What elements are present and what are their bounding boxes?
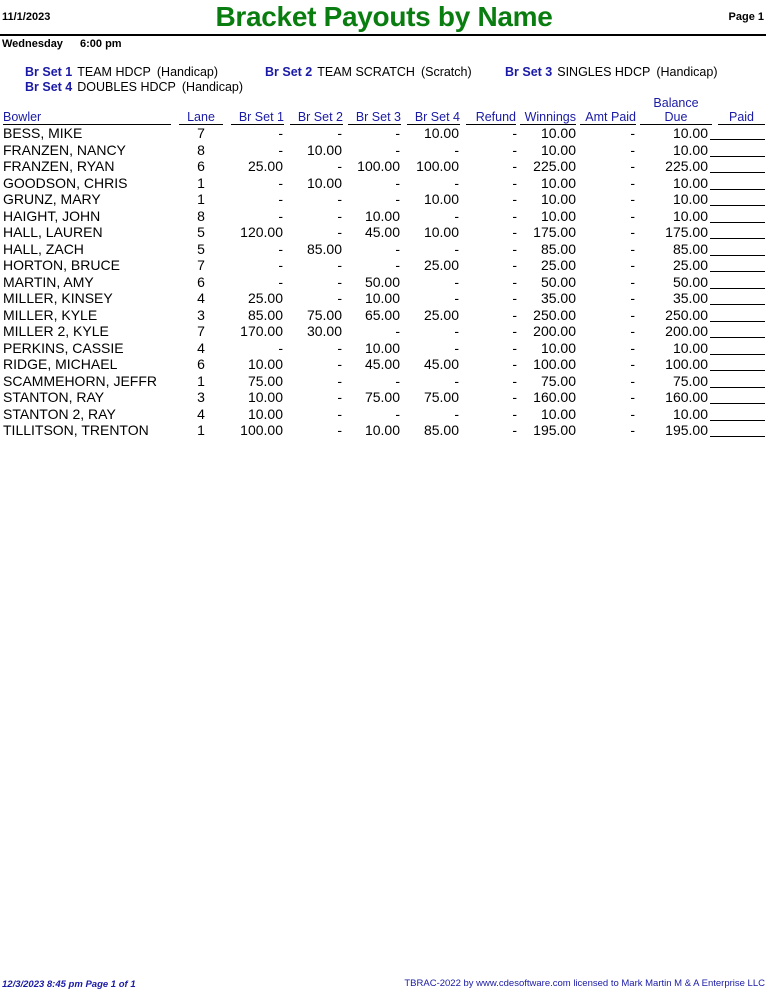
cell-amt-paid: -	[630, 224, 635, 240]
cell-br-set-2: -	[337, 158, 342, 174]
cell-bowler: HAIGHT, JOHN	[3, 207, 101, 224]
table-row	[0, 290, 768, 307]
cell-br-set-1: -	[278, 257, 283, 273]
cell-balance-due: 100.00	[665, 356, 708, 372]
cell-br-set-4: -	[454, 240, 459, 257]
table-row	[0, 274, 768, 291]
cell-refund: -	[512, 323, 517, 339]
col-header-winnings: Winnings	[520, 110, 576, 125]
cell-winnings: 10.00	[540, 125, 576, 141]
cell-br-set-3: 10.00	[364, 207, 400, 224]
cell-br-set-2: -	[337, 125, 342, 141]
col-header-balance-line1: Balance	[653, 96, 699, 110]
paid-signature-line	[710, 403, 765, 404]
cell-bowler: STANTON, RAY	[3, 389, 105, 405]
cell-balance-due: 175.00	[665, 224, 708, 240]
paid-signature-line	[710, 337, 765, 338]
cell-br-set-1: -	[278, 141, 283, 158]
cell-balance-due: 75.00	[672, 372, 708, 389]
cell-br-set-2: -	[337, 405, 342, 422]
col-header-br-set-1: Br Set 1	[231, 110, 284, 125]
bracket-set-name: SINGLES HDCP	[557, 65, 651, 79]
cell-refund: -	[512, 273, 517, 290]
table-row	[0, 175, 768, 192]
cell-amt-paid: -	[630, 405, 635, 422]
cell-refund: -	[512, 356, 517, 372]
cell-balance-due: 200.00	[665, 323, 708, 339]
cell-br-set-3: -	[395, 323, 400, 339]
cell-bowler: MILLER 2, KYLE	[3, 323, 109, 339]
cell-br-set-1: 85.00	[247, 306, 283, 323]
cell-br-set-4: 25.00	[423, 257, 459, 273]
cell-br-set-4: -	[454, 372, 459, 389]
paid-signature-line	[710, 172, 765, 173]
cell-br-set-1: 10.00	[247, 356, 283, 372]
cell-lane: 6	[197, 273, 205, 290]
cell-bowler: HALL, ZACH	[3, 240, 84, 257]
cell-bowler: HORTON, BRUCE	[3, 257, 120, 273]
bracket-set-3	[505, 65, 717, 79]
col-header-br-set-2: Br Set 2	[290, 110, 343, 125]
table-row	[0, 307, 768, 324]
cell-br-set-1: 25.00	[247, 290, 283, 306]
table-row	[0, 208, 768, 225]
paid-signature-line	[710, 354, 765, 355]
cell-refund: -	[512, 224, 517, 240]
cell-winnings: 250.00	[533, 306, 576, 323]
cell-lane: 8	[197, 207, 205, 224]
cell-refund: -	[512, 405, 517, 422]
cell-br-set-3: 65.00	[364, 306, 400, 323]
paid-signature-line	[710, 436, 765, 437]
paid-signature-line	[710, 189, 765, 190]
cell-br-set-2: -	[337, 257, 342, 273]
cell-refund: -	[512, 422, 517, 438]
cell-bowler: SCAMMEHORN, JEFFR	[3, 372, 157, 389]
header-divider	[0, 34, 766, 36]
cell-bowler: STANTON 2, RAY	[3, 405, 116, 422]
cell-winnings: 10.00	[540, 339, 576, 356]
cell-br-set-2: -	[337, 191, 342, 207]
cell-br-set-1: -	[278, 191, 283, 207]
bracket-set-type: (Scratch)	[420, 65, 472, 79]
cell-winnings: 100.00	[533, 356, 576, 372]
cell-br-set-2: -	[337, 273, 342, 290]
cell-winnings: 75.00	[540, 372, 576, 389]
cell-lane: 4	[197, 405, 205, 422]
cell-refund: -	[512, 125, 517, 141]
cell-winnings: 10.00	[540, 405, 576, 422]
cell-br-set-4: 10.00	[423, 224, 459, 240]
cell-br-set-2: 30.00	[306, 323, 342, 339]
cell-br-set-3: -	[395, 405, 400, 422]
cell-lane: 6	[197, 356, 205, 372]
cell-br-set-4: -	[454, 323, 459, 339]
bracket-set-label: Br Set 3	[505, 65, 553, 79]
cell-lane: 4	[197, 290, 205, 306]
col-header-br-set-4: Br Set 4	[407, 110, 460, 125]
cell-br-set-4: -	[454, 141, 459, 158]
cell-bowler: GRUNZ, MARY	[3, 191, 101, 207]
cell-amt-paid: -	[630, 240, 635, 257]
col-header-bowler: Bowler	[3, 110, 171, 125]
cell-br-set-1: 75.00	[247, 372, 283, 389]
report-date: 11/1/2023	[2, 11, 51, 23]
cell-refund: -	[512, 141, 517, 158]
table-row	[0, 356, 768, 373]
paid-signature-line	[710, 420, 765, 421]
cell-refund: -	[512, 174, 517, 191]
cell-refund: -	[512, 257, 517, 273]
cell-lane: 1	[197, 174, 205, 191]
table-row	[0, 257, 768, 274]
cell-br-set-2: 10.00	[306, 174, 342, 191]
cell-refund: -	[512, 191, 517, 207]
paid-signature-line	[710, 139, 765, 140]
cell-lane: 7	[197, 323, 205, 339]
cell-br-set-2: 85.00	[306, 240, 342, 257]
cell-balance-due: 250.00	[665, 306, 708, 323]
bracket-set-1	[25, 65, 218, 79]
cell-bowler: FRANZEN, RYAN	[3, 158, 115, 174]
table-row	[0, 125, 768, 142]
cell-balance-due: 160.00	[665, 389, 708, 405]
cell-br-set-2: -	[337, 224, 342, 240]
cell-br-set-3: -	[395, 174, 400, 191]
cell-br-set-4: 45.00	[423, 356, 459, 372]
cell-winnings: 225.00	[533, 158, 576, 174]
cell-amt-paid: -	[630, 372, 635, 389]
cell-br-set-4: -	[454, 174, 459, 191]
bracket-set-name: TEAM SCRATCH	[317, 65, 415, 79]
cell-bowler: TILLITSON, TRENTON	[3, 422, 149, 438]
table-row	[0, 389, 768, 406]
cell-br-set-3: -	[395, 240, 400, 257]
paid-signature-line	[710, 288, 765, 289]
cell-amt-paid: -	[630, 257, 635, 273]
cell-winnings: 10.00	[540, 207, 576, 224]
paid-signature-line	[710, 304, 765, 305]
cell-br-set-3: 75.00	[364, 389, 400, 405]
cell-br-set-2: -	[337, 339, 342, 356]
cell-br-set-2: -	[337, 389, 342, 405]
table-row	[0, 406, 768, 423]
cell-br-set-2: -	[337, 356, 342, 372]
cell-br-set-1: 100.00	[240, 422, 283, 438]
cell-amt-paid: -	[630, 389, 635, 405]
cell-lane: 3	[197, 306, 205, 323]
cell-br-set-4: -	[454, 290, 459, 306]
cell-lane: 1	[197, 422, 205, 438]
cell-br-set-1: 10.00	[247, 405, 283, 422]
footer-print-info: 12/3/2023 8:45 pm Page 1 of 1	[2, 979, 136, 990]
cell-winnings: 160.00	[533, 389, 576, 405]
cell-lane: 6	[197, 158, 205, 174]
cell-br-set-3: 100.00	[357, 158, 400, 174]
table-row	[0, 422, 768, 439]
cell-refund: -	[512, 339, 517, 356]
bracket-set-2	[265, 65, 472, 79]
cell-lane: 4	[197, 339, 205, 356]
cell-br-set-3: -	[395, 257, 400, 273]
col-header-balance-due	[640, 96, 712, 125]
cell-winnings: 175.00	[533, 224, 576, 240]
paid-signature-line	[710, 370, 765, 371]
cell-br-set-3: 45.00	[364, 356, 400, 372]
cell-br-set-4: -	[454, 207, 459, 224]
cell-balance-due: 85.00	[672, 240, 708, 257]
cell-br-set-2: -	[337, 290, 342, 306]
cell-br-set-1: -	[278, 125, 283, 141]
paid-signature-line	[710, 255, 765, 256]
cell-br-set-1: -	[278, 174, 283, 191]
cell-lane: 7	[197, 125, 205, 141]
cell-br-set-1: -	[278, 339, 283, 356]
table-row	[0, 323, 768, 340]
cell-br-set-1: -	[278, 207, 283, 224]
paid-signature-line	[710, 222, 765, 223]
cell-lane: 1	[197, 191, 205, 207]
cell-br-set-4: -	[454, 339, 459, 356]
bracket-set-label: Br Set 1	[25, 65, 73, 79]
cell-bowler: RIDGE, MICHAEL	[3, 356, 118, 372]
cell-refund: -	[512, 372, 517, 389]
cell-amt-paid: -	[630, 207, 635, 224]
paid-signature-line	[710, 321, 765, 322]
cell-balance-due: 35.00	[672, 290, 708, 306]
cell-br-set-4: 85.00	[423, 422, 459, 438]
col-header-br-set-3: Br Set 3	[348, 110, 401, 125]
cell-balance-due: 195.00	[665, 422, 708, 438]
cell-balance-due: 25.00	[672, 257, 708, 273]
cell-balance-due: 10.00	[672, 141, 708, 158]
cell-balance-due: 50.00	[672, 273, 708, 290]
bracket-set-label: Br Set 4	[25, 80, 73, 94]
cell-refund: -	[512, 207, 517, 224]
cell-br-set-2: -	[337, 422, 342, 438]
session-info	[2, 38, 122, 50]
cell-amt-paid: -	[630, 125, 635, 141]
cell-refund: -	[512, 389, 517, 405]
cell-bowler: FRANZEN, NANCY	[3, 141, 126, 158]
cell-br-set-4: 100.00	[416, 158, 459, 174]
cell-lane: 1	[197, 372, 205, 389]
cell-bowler: HALL, LAUREN	[3, 224, 103, 240]
cell-bowler: MILLER, KINSEY	[3, 290, 113, 306]
cell-amt-paid: -	[630, 356, 635, 372]
cell-br-set-4: 75.00	[423, 389, 459, 405]
table-row	[0, 158, 768, 175]
table-row	[0, 241, 768, 258]
cell-amt-paid: -	[630, 273, 635, 290]
cell-amt-paid: -	[630, 306, 635, 323]
page-number: Page 1	[728, 11, 764, 23]
cell-balance-due: 10.00	[672, 191, 708, 207]
cell-lane: 5	[197, 240, 205, 257]
table-row	[0, 191, 768, 208]
cell-br-set-1: 120.00	[240, 224, 283, 240]
cell-br-set-1: 25.00	[247, 158, 283, 174]
col-header-amt-paid: Amt Paid	[580, 110, 636, 125]
cell-winnings: 200.00	[533, 323, 576, 339]
cell-amt-paid: -	[630, 422, 635, 438]
cell-amt-paid: -	[630, 141, 635, 158]
cell-lane: 3	[197, 389, 205, 405]
cell-amt-paid: -	[630, 290, 635, 306]
cell-br-set-3: 10.00	[364, 339, 400, 356]
paid-signature-line	[710, 271, 765, 272]
cell-amt-paid: -	[630, 191, 635, 207]
bracket-set-name: TEAM HDCP	[77, 65, 151, 79]
paid-signature-line	[710, 238, 765, 239]
col-header-refund: Refund	[466, 110, 516, 125]
footer-license: TBRAC-2022 by www.cdesoftware.com licensed to Mark Martin M & A Enterprise LLC	[404, 978, 765, 989]
cell-br-set-4: 25.00	[423, 306, 459, 323]
cell-br-set-3: -	[395, 125, 400, 141]
cell-refund: -	[512, 158, 517, 174]
cell-lane: 8	[197, 141, 205, 158]
cell-balance-due: 10.00	[672, 174, 708, 191]
cell-refund: -	[512, 290, 517, 306]
cell-winnings: 10.00	[540, 174, 576, 191]
cell-amt-paid: -	[630, 158, 635, 174]
table-row	[0, 142, 768, 159]
cell-br-set-3: -	[395, 141, 400, 158]
cell-br-set-1: -	[278, 273, 283, 290]
table-row	[0, 340, 768, 357]
cell-amt-paid: -	[630, 339, 635, 356]
cell-winnings: 195.00	[533, 422, 576, 438]
cell-lane: 7	[197, 257, 205, 273]
cell-br-set-2: 75.00	[306, 306, 342, 323]
col-header-balance-line2: Due	[640, 110, 712, 125]
table-row	[0, 373, 768, 390]
cell-balance-due: 10.00	[672, 405, 708, 422]
cell-balance-due: 10.00	[672, 125, 708, 141]
cell-br-set-3: -	[395, 191, 400, 207]
bracket-set-type: (Handicap)	[156, 65, 219, 79]
cell-br-set-4: 10.00	[423, 125, 459, 141]
cell-br-set-3: 10.00	[364, 290, 400, 306]
bracket-set-type: (Handicap)	[181, 80, 244, 94]
cell-br-set-3: 50.00	[364, 273, 400, 290]
cell-br-set-4: 10.00	[423, 191, 459, 207]
cell-winnings: 50.00	[540, 273, 576, 290]
col-header-lane: Lane	[179, 110, 223, 125]
cell-br-set-3: 10.00	[364, 422, 400, 438]
cell-balance-due: 225.00	[665, 158, 708, 174]
cell-winnings: 85.00	[540, 240, 576, 257]
cell-amt-paid: -	[630, 323, 635, 339]
cell-br-set-1: 10.00	[247, 389, 283, 405]
cell-br-set-4: -	[454, 273, 459, 290]
cell-balance-due: 10.00	[672, 339, 708, 356]
bracket-set-4	[25, 80, 243, 94]
cell-bowler: BESS, MIKE	[3, 125, 83, 141]
cell-bowler: MARTIN, AMY	[3, 273, 94, 290]
cell-winnings: 10.00	[540, 141, 576, 158]
cell-winnings: 35.00	[540, 290, 576, 306]
paid-signature-line	[710, 156, 765, 157]
cell-bowler: PERKINS, CASSIE	[3, 339, 124, 356]
cell-br-set-3: -	[395, 372, 400, 389]
bracket-set-label: Br Set 2	[265, 65, 313, 79]
cell-br-set-2: -	[337, 207, 342, 224]
session-day: Wednesday	[2, 38, 63, 50]
cell-br-set-2: 10.00	[306, 141, 342, 158]
cell-refund: -	[512, 306, 517, 323]
bracket-set-name: DOUBLES HDCP	[77, 80, 176, 94]
cell-bowler: MILLER, KYLE	[3, 306, 98, 323]
cell-refund: -	[512, 240, 517, 257]
cell-br-set-1: 170.00	[240, 323, 283, 339]
report-title: Bracket Payouts by Name	[215, 1, 553, 32]
cell-br-set-3: 45.00	[364, 224, 400, 240]
cell-balance-due: 10.00	[672, 207, 708, 224]
col-header-paid: Paid	[718, 110, 765, 125]
cell-lane: 5	[197, 224, 205, 240]
table-row	[0, 224, 768, 241]
cell-winnings: 10.00	[540, 191, 576, 207]
cell-br-set-2: -	[337, 372, 342, 389]
cell-winnings: 25.00	[540, 257, 576, 273]
bracket-set-type: (Handicap)	[656, 65, 718, 79]
paid-signature-line	[710, 387, 765, 388]
cell-bowler: GOODSON, CHRIS	[3, 174, 128, 191]
cell-amt-paid: -	[630, 174, 635, 191]
cell-br-set-4: -	[454, 405, 459, 422]
session-time: 6:00 pm	[80, 38, 122, 50]
paid-signature-line	[710, 205, 765, 206]
cell-br-set-1: -	[278, 240, 283, 257]
